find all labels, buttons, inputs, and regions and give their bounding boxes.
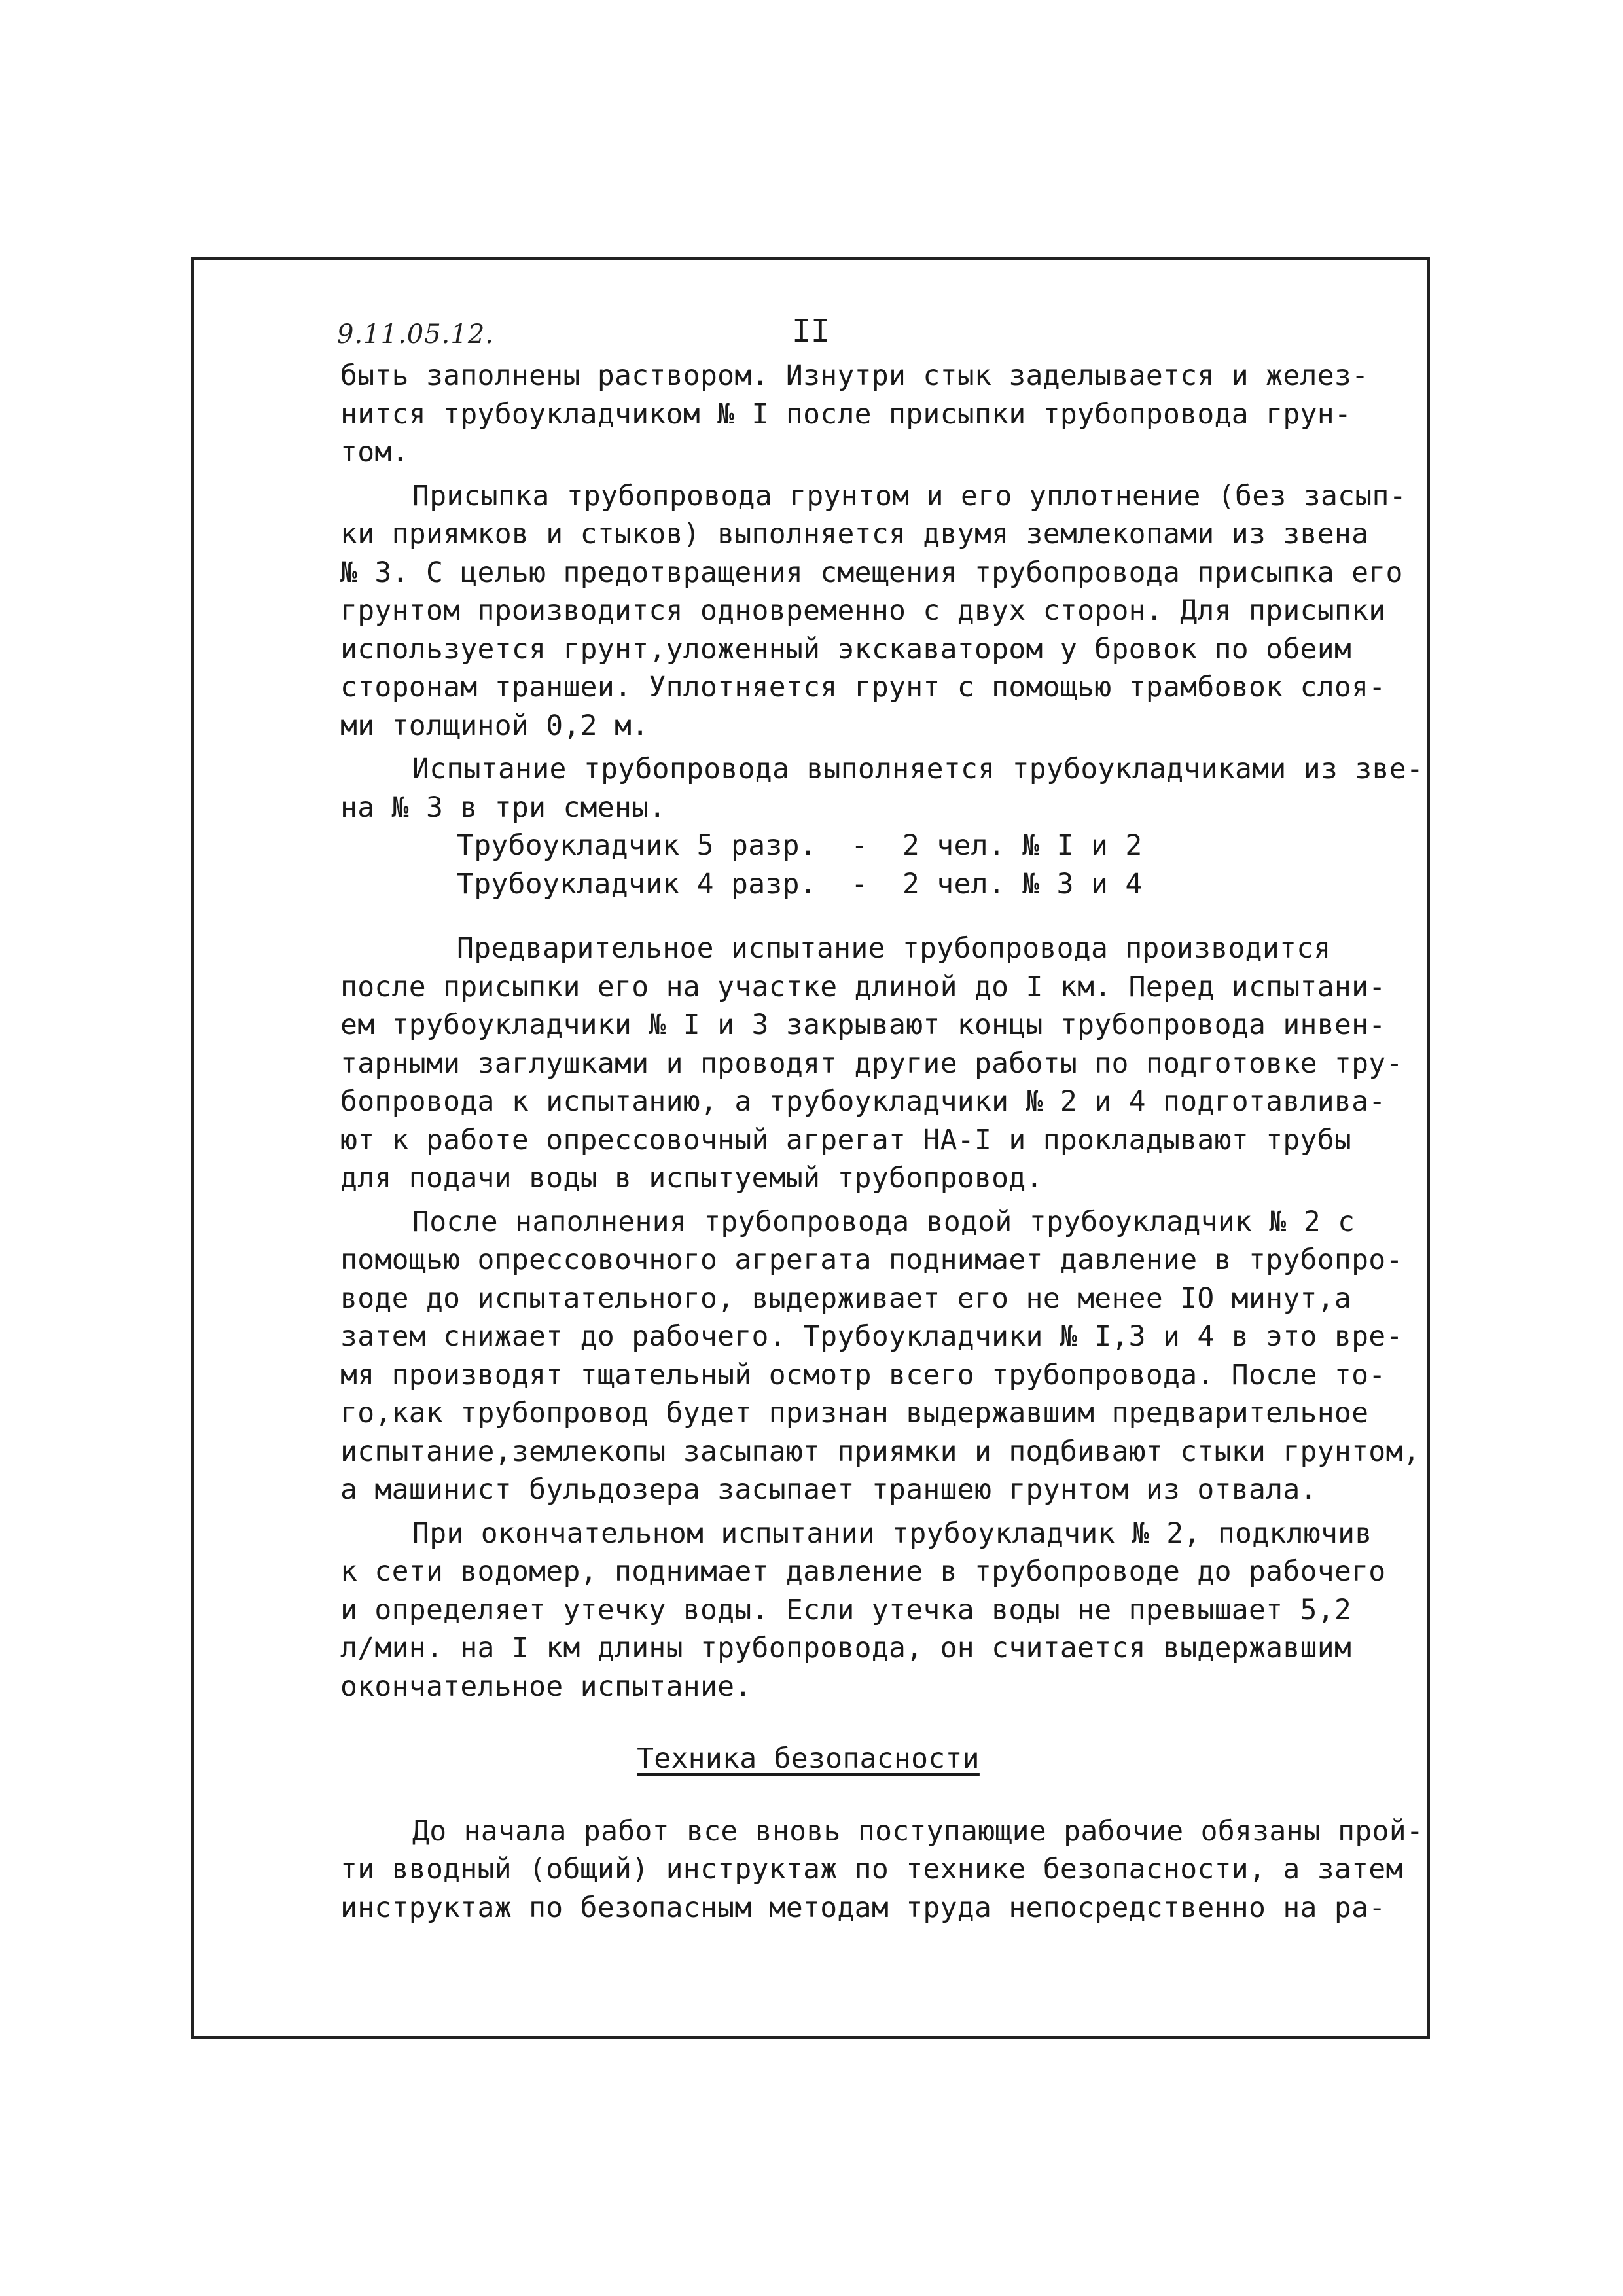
page-number: II: [792, 313, 830, 350]
text-line: мя производят тщательный осмотр всего трубопровода. После то-: [340, 1358, 1386, 1391]
text-line: ем трубоукладчики № I и 3 закрывают концы трубопровода инвен-: [340, 1009, 1386, 1041]
document-body: [340, 357, 1424, 1927]
text-line: ки приямков и стыков) выполняется двумя землекопами из звена: [340, 518, 1369, 550]
text-line: а машинист бульдозера засыпает траншею грунтом из отвала.: [340, 1473, 1317, 1506]
text-line: ют к работе опрессовочный агрегат НА-I и прокладывают трубы: [340, 1123, 1352, 1157]
text-line: после присыпки его на участке длиной до I км. Перед испытани-: [340, 970, 1386, 1003]
spacer: [340, 1706, 1361, 1740]
text-line: используется грунт,уложенный экскаватором у бровок по обеим: [340, 632, 1352, 666]
spacer: [340, 472, 1361, 477]
text-line: Предварительное испытание трубопровода производится: [457, 932, 1331, 965]
text-line: испытание,землекопы засыпают приямки и подбивают стыки грунтом,: [340, 1435, 1420, 1468]
text-line: инструктаж по безопасным методам труда непосредственно на ра-: [340, 1891, 1386, 1924]
spacer: [340, 1509, 1361, 1515]
text-line: грунтом производится одновременно с двух сторон. Для присыпки: [340, 594, 1386, 627]
text-line: том.: [340, 436, 409, 469]
text-line: ти вводный (общий) инструктаж по технике безопасности, а затем: [340, 1853, 1403, 1886]
spacer: [340, 903, 1361, 929]
text-line: л/мин. на I км длины трубопровода, он считается выдержавшим: [340, 1632, 1352, 1664]
text-line: на № 3 в три смены.: [340, 791, 666, 824]
text-line: воде до испытательного, выдерживает его не менее IO минут,а: [340, 1282, 1352, 1315]
text-line: к сети водомер, поднимает давление в трубопроводе до рабочего: [340, 1555, 1386, 1588]
text-line: для подачи воды в испытуемый трубопровод.: [340, 1162, 1043, 1194]
text-line: затем снижает до рабочего. Трубоукладчики № I,3 и 4 в это вре-: [340, 1320, 1403, 1353]
section-heading: [340, 1740, 1361, 1778]
text-line: помощью опрессовочного агрегата поднимает давление в трубопро-: [340, 1244, 1403, 1276]
text-line: сторонам траншеи. Уплотняется грунт с помощью трамбовок слоя-: [340, 671, 1386, 704]
text-line: При окончательном испытании трубоукладчик № 2, подключив: [412, 1516, 1372, 1550]
text-line: окончательное испытание.: [340, 1670, 752, 1703]
text-line: После наполнения трубопровода водой трубоукладчик № 2 с: [412, 1205, 1355, 1238]
text-line: ми толщиной 0,2 м.: [340, 709, 649, 742]
document-code: 9.11.05.12.: [337, 319, 495, 350]
text-line: нится трубоукладчиком № I после присыпки трубопровода грун-: [340, 397, 1352, 431]
text-line: Испытание трубопровода выполняется трубоукладчиками из зве-: [412, 753, 1424, 785]
text-line: бопровода к испытанию, а трубоукладчики № 2 и 4 подготавлива-: [340, 1085, 1386, 1118]
text-line: го,как трубопровод будет признан выдержавшим предварительное: [340, 1397, 1369, 1429]
text-line: и определяет утечку воды. Если утечка воды не превышает 5,2: [340, 1593, 1352, 1626]
spacer: [340, 1778, 1361, 1812]
text-line: До начала работ все вновь поступающие рабочие обязаны прой-: [412, 1814, 1424, 1848]
spacer: [340, 1198, 1361, 1203]
spacer: [340, 745, 1361, 750]
text-line: Присыпка трубопровода грунтом и его уплотнение (без засып-: [412, 479, 1406, 512]
text-line: тарными заглушками и проводят другие работы по подготовке тру-: [340, 1047, 1403, 1080]
frame-bottom-line: [191, 2036, 1430, 2039]
crew-line: Трубоукладчик 4 разр. - 2 чел. № 3 и 4: [457, 867, 1143, 901]
text-line: быть заполнены раствором. Изнутри стык заделывается и желез-: [340, 359, 1369, 392]
section-heading-text: Техника безопасности: [637, 1742, 980, 1775]
crew-line: Трубоукладчик 5 разр. - 2 чел. № I и 2: [457, 829, 1143, 862]
text-line: № 3. С целью предотвращения смещения трубопровода присыпка его: [340, 556, 1403, 589]
